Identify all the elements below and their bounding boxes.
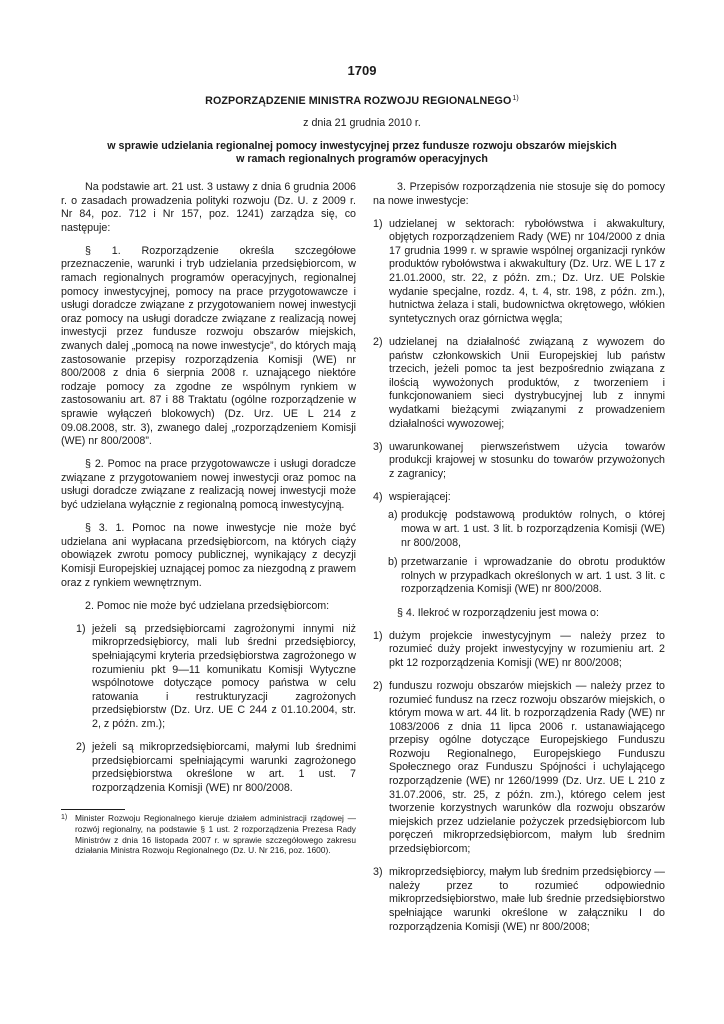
list-item-text: mikroprzedsiębiorcy, małym lub średnim przedsiębiorcy — należy przez to rozumieć odpowiednio mikroprzedsiębiorstwo, małe lub średnie przedsiębiorstwo spełniające warunki określone w załączniku I do rozporządzenia Komisji (WE) nr 800/2008; (389, 866, 665, 933)
section-4-list (373, 630, 665, 934)
left-column (61, 181, 356, 856)
list-item-number: 4) (373, 490, 383, 503)
list-item-number: 2) (76, 740, 86, 753)
section-2: § 2. Pomoc na prace przygotowawcze i usługi doradcze związane z przygotowaniem nowej inwestycji oraz pomoc na usługi doradcze związane z realizacją nowej inwestycji może być udzielana wyłącznie z regionalną pomocą inwestycyjną. (61, 458, 356, 512)
list-item-text: dużym projekcie inwestycyjnym — należy przez to rozumieć duży projekt inwestycyjny w rozumieniu art. 2 pkt 12 rozporządzenia Komisji (WE) nr 800/2008; (389, 629, 665, 669)
section-1: § 1. Rozporządzenie określa szczegółowe przeznaczenie, warunki i tryb udzielania przedsiębiorcom, w ramach regionalnych programów operacyjnych, regionalnej pomocy inwestycyjnej, pomocy na prace przygotowawcze i usługi doradcze związane z przygotowaniem nowej inwestycji oraz pomocy na usługi doradcze związane z realizacją nowej inwestycji przez fundusze rozwoju obszarów miejskich, zwanych dalej „pomocą na nowe inwestycje”, do których mają zastosowanie przepisy rozporządzenia Komisji (WE) nr 800/2008 z dnia 6 sierpnia 2008 r. uznającego niektóre rodzaje pomocy za zgodne ze wspólnym rynkiem w zastosowaniu art. 87 i 88 Traktatu (ogólne rozporządzenie w sprawie wyłączeń blokowych) (Dz. Urz. UE L 214 z 09.08.2008, str. 3), zwanego dalej „rozporządzeniem Komisji (WE) nr 800/2008”. (61, 244, 356, 448)
list-item-number: 1) (373, 217, 383, 230)
list-item (373, 336, 665, 431)
list-item-number: 1) (373, 629, 383, 642)
list-item-number: 3) (373, 866, 383, 879)
footnote-divider (61, 809, 125, 810)
section-3-paragraph-2: 2. Pomoc nie może być udzielana przedsiębiorcom: (85, 599, 330, 612)
preamble: Na podstawie art. 21 ust. 3 ustawy z dnia 6 grudnia 2006 r. o zasadach prowadzenia polityki rozwoju (Dz. U. z 2009 r. Nr 84, poz. 712 i Nr 157, poz. 1241) zarządza się, co następuje: (61, 181, 356, 234)
list-item (373, 441, 665, 482)
sub-list-item-text: produkcję podstawową produktów rolnych, o której mowa w art. 1 ust. 3 lit. b rozporządzenia Komisji (WE) nr 800/2008, (401, 509, 665, 549)
list-item-number: 1) (76, 622, 86, 635)
sub-list-item-text: przetwarzanie i wprowadzanie do obrotu produktów rolnych w przypadkach określonych w art. 1 ust. 3 lit. c rozporządzenia Komisji (WE) nr 800/2008. (401, 556, 665, 596)
list-item-number: 3) (373, 440, 383, 453)
regulation-date: z dnia 21 grudnia 2010 r. (303, 117, 421, 129)
footnote-text: Minister Rozwoju Regionalnego kieruje działem administracji rządowej — rozwój regionalny, na podstawie § 1 ust. 2 rozporządzenia Prezesa Rady Ministrów z dnia 16 listopada 2007 r. w sprawie szczegółowego zakresu działania Ministra Rozwoju Regionalnego (Dz. U. Nr 216, poz. 1600). (75, 813, 356, 856)
right-column (373, 181, 665, 944)
list-item-text: udzielanej na działalność związaną z wywozem do państw członkowskich Unii Europejskiej lub państw trzecich, jeżeli pomoc ta jest bezpośrednio związana z ilością wywożonych produktów, z tworzeniem i funkcjonowaniem sieci dystrybucyjnej lub z innymi wydatkami bieżącymi związanymi z prowadzeniem działalności wywozowej; (389, 335, 665, 430)
subject-line-2: w ramach regionalnych programów operacyjnych (236, 153, 488, 166)
regulation-subject (80, 140, 644, 167)
list-item-number: 2) (373, 335, 383, 348)
footnote-number: 1) (61, 814, 68, 822)
footnote-reference: 1) (512, 95, 519, 102)
list-item (373, 491, 665, 505)
regulation-title (0, 92, 724, 109)
subject-line-1: w sprawie udzielania regionalnej pomocy inwestycyjnej przez fundusze rozwoju obszarów miejskich (107, 140, 617, 152)
section-3-paragraph-1: § 3. 1. Pomoc na nowe inwestycje nie może być udzielana ani wypłacana przedsiębiorcom, na których ciąży obowiązek zwrotu pomocy publicznej, wynikający z decyzji Komisji Europejskiej uznającej pomoc za niezgodną z prawem oraz z rynkiem wewnętrznym. (61, 522, 356, 589)
list-item (373, 680, 665, 857)
list-item-number: 2) (373, 679, 383, 692)
list-item-text: wspierającej: (389, 490, 451, 503)
sub-list-item (388, 556, 665, 597)
list-item (373, 866, 665, 934)
sub-list-item (388, 509, 665, 550)
list-item (76, 623, 356, 732)
section-3-paragraph-3: 3. Przepisów rozporządzenia nie stosuje się do pomocy na nowe inwestycje: (373, 181, 665, 207)
list-item (373, 630, 665, 671)
footnote (61, 813, 356, 855)
list-item-text: jeżeli są mikroprzedsiębiorcami, małymi lub średnimi przedsiębiorcami spełniającymi warunki zagrożonego przedsiębiorstwa określone w art. 1 ust. 7 rozporządzenia Komisji (WE) nr 800/2008. (92, 740, 356, 794)
list-item-text: uwarunkowanej pierwszeństwem użycia towarów produkcji krajowej w stosunku do towarów przywożonych z zagranicy; (389, 440, 665, 480)
sub-list-item-letter: a) (388, 509, 398, 522)
sub-list-item-letter: b) (388, 556, 398, 569)
list-item (373, 218, 665, 327)
regulation-title-text: ROZPORZĄDZENIE MINISTRA ROZWOJU REGIONALNEGO (205, 95, 512, 107)
list-item (76, 741, 356, 795)
page-number: 1709 (347, 63, 377, 78)
section-4: § 4. Ilekroć w rozporządzeniu jest mowa o: (397, 606, 599, 619)
section-3-paragraph-3-list (373, 218, 665, 597)
list-item-text: funduszu rozwoju obszarów miejskich — należy przez to rozumieć fundusz na rzecz rozwoju obszarów miejskich, o którym mowa w art. 44 lit. b rozporządzenia Rady (WE) nr 1083/2006 z dnia 11 lipca 2006 r. ustanawiającego przepisy ogólne dotyczące Europejskiego Funduszu Rozwoju Regionalnego, Europejskiego Funduszu Społecznego oraz Funduszu Spójności i uchylającego rozporządzenie (WE) nr 1260/1999 (Dz. Urz. UE L 210 z 31.07.2006, str. 25, z późn. zm.), którego celem jest tworzenie korzystnych warunków dla rozwoju obszarów miejskich przez udzielanie pożyczek przedsiębiorcom lub poręczeń mikroprzedsiębiorcom, małym lub średnim przedsiębiorcom; (389, 679, 665, 856)
list-item-text: jeżeli są przedsiębiorcami zagrożonymi innymi niż mikroprzedsiębiorcy, mali lub średni przedsiębiorcy, spełniającymi kryteria przedsiębiorstwa zagrożonego w rozumieniu pkt 9—11 komunikatu Komisji Wytyczne wspólnotowe dotyczące pomocy państwa w celu ratowania i restrukturyzacji zagrożonych przedsiębiorstw (Dz. Urz. UE C 244 z 01.10.2004, str. 2, z późn. zm.); (92, 622, 356, 730)
section-3-paragraph-2-list (76, 623, 356, 796)
list-item-text: udzielanej w sektorach: rybołówstwa i akwakultury, objętych rozporządzeniem Rady (WE) nr 104/2000 z dnia 17 grudnia 1999 r. w sprawie wspólnej organizacji rynków produktów rybołówstwa i akwakultury (Dz. Urz. WE L 17 z 21.01.2000, str. 22, z późn. zm.; Dz. Urz. UE Polskie wydanie specjalne, rozdz. 4, t. 4, str. 198, z późn. zm.), hutnictwa żelaza i stali, budownictwa okrętowego, włókien syntetycznych oraz górnictwa węgla; (389, 217, 665, 325)
